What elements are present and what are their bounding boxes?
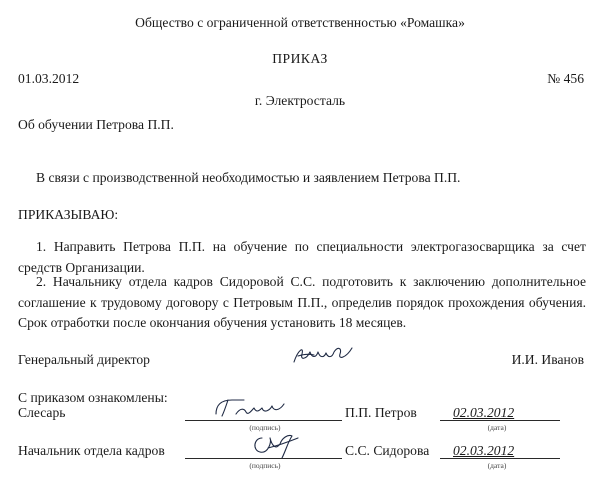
director-signature-icon xyxy=(290,340,360,370)
director-position: Генеральный директор xyxy=(18,352,150,367)
ack-row-1-signature-caption: (подпись) xyxy=(249,423,281,432)
ack-row-2-date: 02.03.2012 xyxy=(453,443,515,458)
order-item-1: 1. Направить Петрова П.П. на обучение по специальности электрогазосварщика за счет средств Организации. xyxy=(18,239,586,275)
order-word: ПРИКАЗЫВАЮ: xyxy=(18,207,119,222)
ack-row-1-date: 02.03.2012 xyxy=(453,405,515,420)
city: г. Электросталь xyxy=(254,93,346,108)
order-subject: Об обучении Петрова П.П. xyxy=(18,117,174,132)
ack-row-2-signature-line xyxy=(185,458,342,459)
ack-row-2-signature-caption: (подпись) xyxy=(249,461,281,470)
ack-row-1-position: Слесарь xyxy=(18,405,66,420)
ack-row-2-name: С.С. Сидорова xyxy=(345,443,430,458)
ack-row-1-signature-icon xyxy=(210,396,300,422)
preamble: В связи с производственной необходимостью и заявлением Петрова П.П. xyxy=(36,170,461,185)
ack-row-1-name: П.П. Петров xyxy=(345,405,417,420)
ack-row-2-position: Начальник отдела кадров xyxy=(18,443,165,458)
order-date: 01.03.2012 xyxy=(18,71,80,86)
director-name: И.И. Иванов xyxy=(511,352,584,367)
ack-row-2-date-caption: (дата) xyxy=(487,461,507,470)
document-type: ПРИКАЗ xyxy=(272,51,328,66)
ack-row-1-signature-line xyxy=(185,420,342,421)
ack-row-1-date-line xyxy=(440,420,560,421)
ack-row-2-signature-icon xyxy=(248,428,308,462)
acknowledgement-title: С приказом ознакомлены: xyxy=(18,390,168,405)
order-number: № 456 xyxy=(547,71,584,86)
organization-name: Общество с ограниченной ответственностью «Ромашка» xyxy=(135,15,465,30)
ack-row-2-date-line xyxy=(440,458,560,459)
order-item-2: 2. Начальнику отдела кадров Сидоровой С.С. подготовить к заключению дополнительное соглашение к трудовому договору с Петровым П.П., определив порядок прохождения обучения. Срок отработки после окончания обучения установить 18 месяцев. xyxy=(18,274,586,330)
ack-row-1-date-caption: (дата) xyxy=(487,423,507,432)
